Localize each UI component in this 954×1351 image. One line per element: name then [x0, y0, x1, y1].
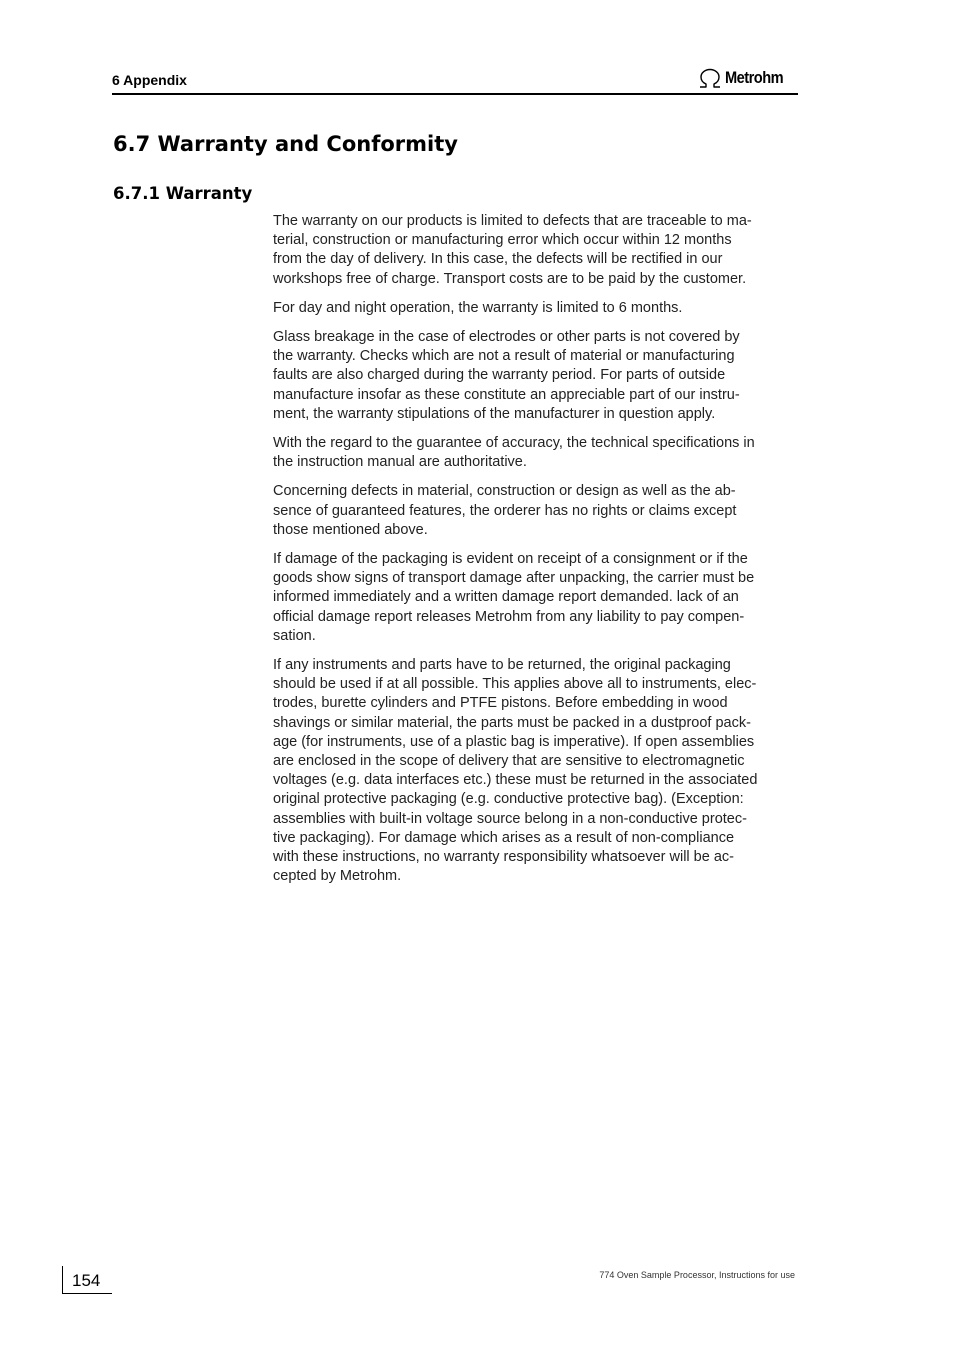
text-line: faults are also charged during the warranty period. For parts of outside [273, 367, 726, 384]
body-paragraph [273, 482, 799, 540]
text-line: age (for instruments, use of a plastic bag is imperative). If open assemblies [273, 733, 755, 750]
footer-document-title: 774 Oven Sample Processor, Instructions for use [599, 1270, 795, 1280]
text-line: are enclosed in the scope of delivery that are sensitive to electromagnetic [273, 753, 745, 770]
text-line: Glass breakage in the case of electrodes or other parts is not covered by [273, 329, 740, 346]
text-line: assemblies with built-in voltage source belong in a non-conductive protec- [273, 810, 747, 827]
body-paragraph [273, 328, 799, 424]
text-line: informed immediately and a written damage report demanded. lack of an [273, 589, 739, 606]
text-line: voltages (e.g. data interfaces etc.) these must be returned in the associated [273, 772, 758, 789]
text-line: With the regard to the guarantee of accuracy, the technical specifications in [273, 435, 755, 452]
text-line: from the day of delivery. In this case, the defects will be rectified in our [273, 251, 723, 268]
text-line: the warranty. Checks which are not a result of material or manufacturing [273, 348, 735, 365]
header-divider [112, 93, 798, 95]
text-line: workshops free of charge. Transport costs are to be paid by the customer. [273, 270, 747, 287]
text-line: original protective packaging (e.g. conductive protective bag). (Exception: [273, 791, 744, 808]
body-paragraph [273, 212, 799, 289]
text-line: For day and night operation, the warranty is limited to 6 months. [273, 299, 683, 316]
text-line: sence of guaranteed features, the orderer has no rights or claims except [273, 502, 737, 519]
text-line: ment, the warranty stipulations of the manufacturer in question apply. [273, 405, 716, 422]
page-number: 154 [72, 1271, 101, 1290]
text-line: those mentioned above. [273, 521, 428, 538]
omega-icon [698, 68, 722, 88]
text-line: If any instruments and parts have to be returned, the original packaging [273, 657, 731, 674]
text-line: manufacture insofar as these constitute an appreciable part of our instru- [273, 386, 740, 403]
text-line: tive packaging). For damage which arises as a result of non-compliance [273, 829, 735, 846]
subsection-title: 6.7.1 Warranty [113, 184, 253, 203]
body-paragraph [273, 656, 799, 886]
text-line: should be used if at all possible. This applies above all to instruments, elec- [273, 676, 757, 693]
text-line: cepted by Metrohm. [273, 868, 402, 885]
text-line: terial, construction or manufacturing error which occur within 12 months [273, 232, 732, 249]
text-line: trodes, burette cylinders and PTFE pistons. Before embedding in wood [273, 695, 728, 712]
body-paragraph [273, 550, 799, 646]
brand-name: Metrohm [725, 68, 784, 87]
text-line: sation. [273, 627, 316, 644]
text-line: shavings or similar material, the parts must be packed in a dustproof pack- [273, 714, 751, 731]
header-section-label: 6 Appendix [112, 72, 187, 88]
section-title: 6.7 Warranty and Conformity [113, 132, 458, 156]
text-line: goods show signs of transport damage after unpacking, the carrier must be [273, 570, 755, 587]
text-line: with these instructions, no warranty responsibility whatsoever will be ac- [273, 849, 734, 866]
text-line: The warranty on our products is limited to defects that are traceable to ma- [273, 213, 752, 229]
text-line: the instruction manual are authoritative. [273, 454, 527, 471]
text-line: Concerning defects in material, construction or design as well as the ab- [273, 483, 736, 500]
brand-logo [698, 66, 798, 90]
text-line: official damage report releases Metrohm from any liability to pay compen- [273, 608, 745, 625]
warranty-text [273, 212, 799, 897]
body-paragraph [273, 434, 799, 472]
text-line: If damage of the packaging is evident on receipt of a consignment or if the [273, 551, 748, 568]
body-paragraph [273, 299, 799, 318]
